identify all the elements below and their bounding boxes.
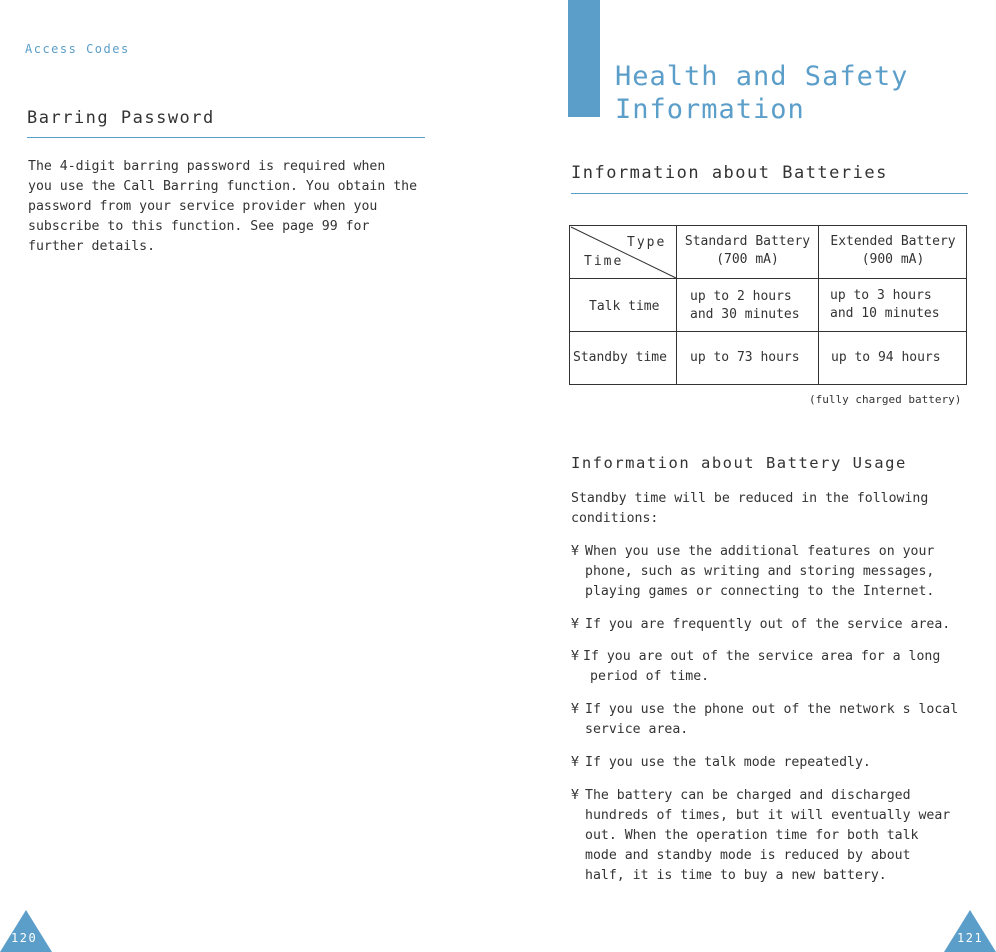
bullet-line: hundreds of times, but it will eventually wear (585, 808, 951, 823)
page-number-left: 120 (11, 931, 38, 945)
bullet-line: If you are frequently out of the service area. (585, 617, 951, 632)
battery-table (569, 225, 967, 385)
row-label-standby-time: Standby time (573, 350, 667, 365)
usage-intro (571, 489, 928, 529)
bullet-line: half, it is time to buy a new battery. (585, 868, 887, 883)
batteries-heading: Information about Batteries (571, 163, 888, 183)
bullet-line: When you use the additional features on your (585, 544, 935, 559)
bullet-line: period of time. (590, 669, 710, 684)
bullet-char: ¥ (571, 544, 579, 559)
talk-time-standard (690, 288, 800, 324)
table-note: (fully charged battery) (809, 393, 962, 406)
paragraph-line: you use the Call Barring function. You obtain the (28, 179, 418, 194)
talk-time-extended (830, 287, 940, 323)
bullet-line: If you use the talk mode repeatedly. (585, 755, 871, 770)
standby-time-extended: up to 94 hours (831, 350, 941, 365)
table-value: and 30 minutes (690, 307, 800, 322)
section-label: Access Codes (25, 42, 130, 56)
usage-heading: Information about Battery Usage (571, 454, 907, 472)
bullet-char: ¥ (571, 702, 579, 717)
row-label-talk-time: Talk time (589, 299, 660, 314)
paragraph-line: password from your service provider when you (28, 199, 378, 214)
bullet-line: phone, such as writing and storing messages, (585, 564, 935, 579)
bullet-line: mode and standby mode is reduced by about (585, 848, 911, 863)
paragraph-line: subscribe to this function. See page 99 for (28, 219, 370, 234)
intro-line: conditions: (571, 511, 659, 526)
column-name: Standard Battery (684, 234, 811, 249)
standby-time-standard: up to 73 hours (690, 350, 800, 365)
heading-rule-left (27, 137, 425, 138)
table-value: up to 2 hours (690, 289, 792, 304)
page-number-right: 121 (957, 931, 984, 945)
heading-rule-right (571, 193, 968, 194)
bullet-char: ¥ (571, 617, 579, 632)
chapter-title-line: Health and Safety (615, 61, 909, 92)
column-name: Extended Battery (830, 234, 956, 249)
bullet-char: ¥ (571, 649, 579, 664)
bullet-line: If you use the phone out of the network s local (585, 702, 959, 717)
bullet-char: ¥ (571, 788, 579, 803)
chapter-title (615, 60, 908, 126)
bullet-line: out. When the operation time for both talk (585, 828, 919, 843)
intro-line: Standby time will be reduced in the following (571, 491, 929, 506)
bullet-line: The battery can be charged and discharged (585, 788, 911, 803)
paragraph-line: The 4-digit barring password is required when (28, 159, 386, 174)
bullet-line: playing games or connecting to the Internet. (585, 584, 935, 599)
chapter-title-line: Information (615, 94, 805, 125)
barring-password-heading: Barring Password (27, 108, 215, 128)
table-divider (570, 331, 966, 332)
corner-time-label: Time (584, 254, 624, 269)
column-header-standard (677, 233, 818, 269)
barring-password-paragraph (28, 157, 417, 257)
bullet-line: If you are out of the service area for a long (583, 649, 941, 664)
column-header-extended (819, 233, 967, 269)
bullet-line: service area. (585, 722, 689, 737)
table-value: up to 3 hours (830, 288, 932, 303)
column-capacity: (700 mA) (716, 252, 779, 267)
column-capacity: (900 mA) (861, 252, 925, 267)
table-value: and 10 minutes (830, 306, 940, 321)
bullet-char: ¥ (571, 755, 579, 770)
corner-type-label: Type (627, 235, 667, 250)
title-accent-block (568, 0, 600, 117)
paragraph-line: further details. (28, 239, 156, 254)
